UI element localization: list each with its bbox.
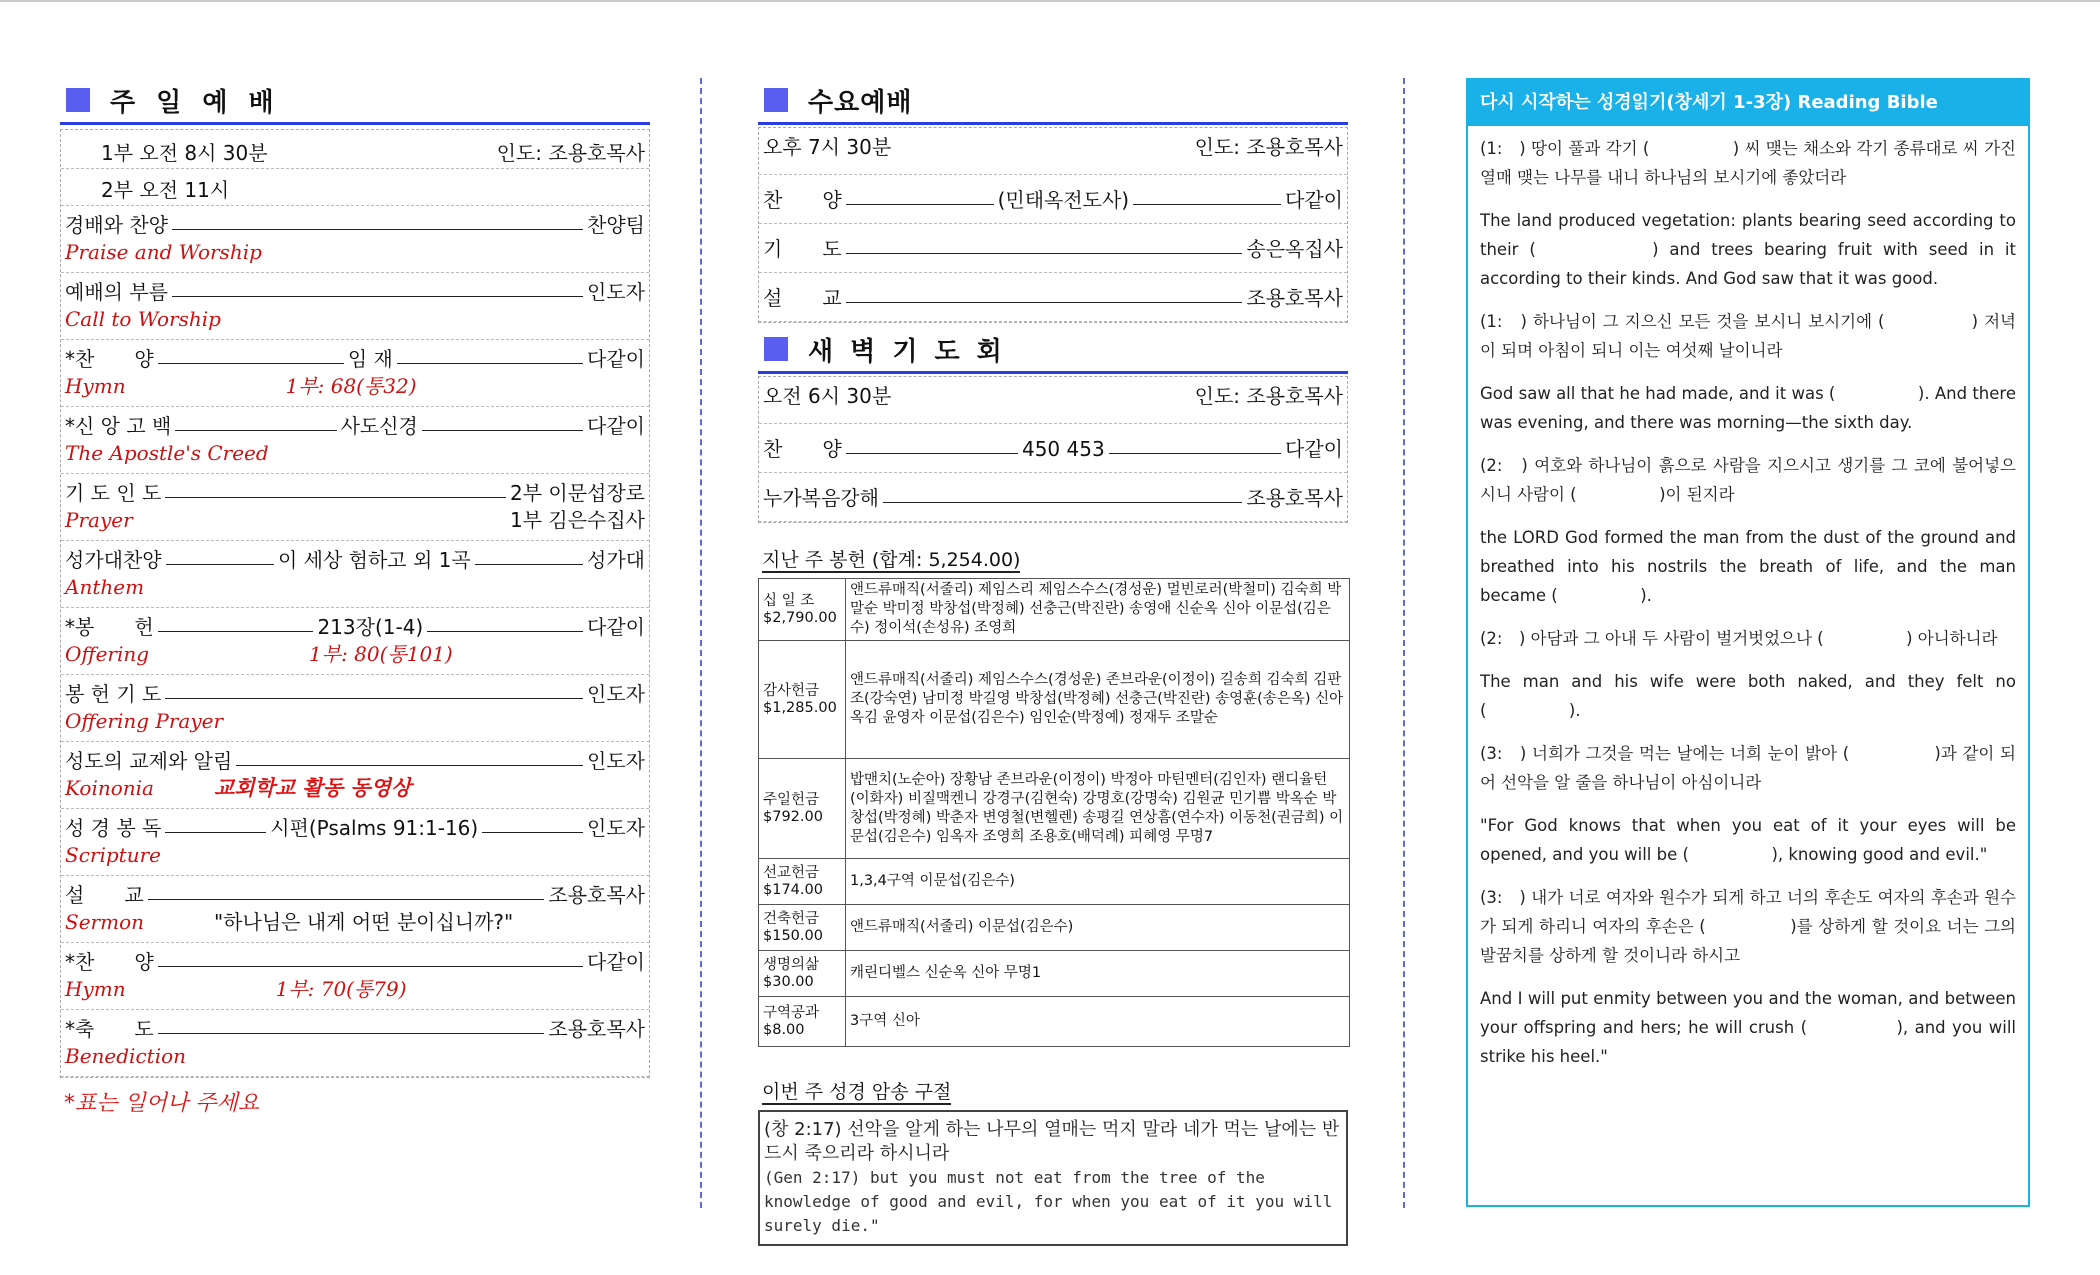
program-leader: 다같이 [1285,188,1344,212]
section-title: 주 일 예 배 [110,87,280,118]
worship-item-detail: 사도신경 [340,414,418,438]
wednesday-leader: 인도: 조용호목사 [1194,135,1343,159]
wednesday-order-list [759,175,1347,322]
worship-item-note: 1부: 80(통101) [309,642,453,666]
worship-item-english: Sermon [65,910,144,934]
worship-item-row [61,478,649,508]
offering-category-cell [759,951,846,997]
worship-item-note: 교회학교 활동 동영상 [213,775,412,800]
worship-item-english-row [61,1044,649,1068]
memory-verse-korean: (창 2:17) 선악을 알게 하는 나무의 열매는 먹지 말라 네가 먹는 날에는 반드시 죽으리라 하시니라 [764,1119,1340,1164]
offering-names: 1,3,4구역 이문섭(김은수) [846,859,1350,905]
memory-verse-title: 이번 주 성경 암송 구절 [762,1081,952,1103]
worship-item-label: *축 도 [65,1017,154,1041]
leader-line [397,363,583,364]
leader-line [172,296,583,297]
leader-line [475,564,583,565]
worship-item-label: 성가대찬양 [65,548,162,572]
worship-item-row [61,277,649,307]
offering-table [758,578,1350,1047]
offering-amount: $792.00 [763,808,823,825]
offering-category: 선교헌금 [763,864,820,881]
worship-item-english: The Apostle's Creed [65,441,269,465]
worship-item-row [61,545,649,575]
wednesday-time: 오후 7시 30분 [763,135,892,159]
worship-item-label: 봉 헌 기 도 [65,682,162,706]
worship-item-label: *신 앙 고 백 [65,414,172,438]
leader-line [236,765,583,766]
worship-item-row [61,880,649,910]
worship-item [61,407,649,474]
offering-amount: $150.00 [763,927,823,944]
offering-row [759,951,1350,997]
offering-amount: $2,790.00 [763,609,837,626]
offering-row [759,579,1350,641]
offering-names: 밥맨치(노순아) 장황남 존브라운(이정이) 박정아 마틴멘터(김인자) 랜디율턴(이화자) 비질맥켄니 강경구(김현숙) 강명호(강명숙) 김원균 민기쁨 박옥순 박창섭(박정혜) 박춘자 변영철(변헬렌) 송평길 연상흠(연수자) 이동천(권금희) 이문섭(김은수) 임옥자 조영희 조용호(배덕례) 피혜영 무명7 [846,759,1350,859]
memory-verse-box [758,1110,1348,1246]
worship-item-leader: 성가대 [587,548,646,572]
leader-line [422,430,583,431]
worship-item-english-row [61,709,649,733]
program-label: 찬 양 [763,188,842,212]
worship-item [61,742,649,809]
program-row [759,273,1347,322]
worship-item-english-row [61,776,649,800]
worship-item [61,943,649,1010]
worship-item-leader: 2부 이문섭장로 [509,481,645,505]
worship-item-english: Benediction [65,1044,187,1068]
offering-row [759,859,1350,905]
bible-paragraph: (1: ) 땅이 풀과 각기 ( ) 씨 맺는 채소와 각기 종류대로 씨 가진 열매 맺는 나무를 내니 하나님의 보시기에 좋았더라 [1480,139,2016,187]
worship-item-label: 성도의 교제와 알림 [65,749,233,773]
worship-item [61,1010,649,1077]
leader-line [1133,204,1281,205]
offering-category: 구역공과 [763,1004,820,1021]
memory-title-wrap [758,1077,1348,1104]
worship-item-row [61,612,649,642]
worship-item-row [61,210,649,240]
worship-item-detail: 213장(1-4) [317,615,424,639]
program-row [759,224,1347,273]
dawn-prayer-box [758,376,1348,523]
leader-line [158,631,314,632]
offering-amount: $174.00 [763,881,823,898]
worship-item-english-row [61,843,649,867]
worship-item-leader: 인도자 [587,749,645,773]
offering-category: 십 일 조 [763,592,815,609]
worship-item-leader: 다같이 [587,615,645,639]
leader-line [482,832,583,833]
worship-item-row [61,746,649,776]
worship-item-row [61,813,649,843]
offering-amount: $30.00 [763,973,814,990]
reading-bible-title: 다시 시작하는 성경읽기(창세기 1-3장) Reading Bible [1468,80,2028,126]
offering-row [759,905,1350,951]
worship-item-english-row [61,240,649,264]
leader-line [846,302,1243,303]
worship-item-label: 설 교 [65,883,144,907]
worship-item-english-row [61,441,649,465]
service-time-row [61,130,649,169]
reading-bible-box [1466,78,2030,1207]
worship-item [61,273,649,340]
section-title: 새 벽 기 도 회 [808,336,1006,367]
offering-row [759,641,1350,759]
worship-item-label: *찬 양 [65,950,154,974]
program-detail: 450 453 [1021,437,1105,461]
worship-item-leader: 찬양팀 [587,213,645,237]
offering-names: 3구역 신아 [846,997,1350,1047]
bible-paragraph: the LORD God formed the man from the dust of the ground and breathed into his nostrils the breath of life, and the man became ( ). [1480,528,2016,605]
worship-item [61,809,649,876]
offering-names: 앤드류매직(서줄리) 이문섭(김은수) [846,905,1350,951]
worship-item [61,541,649,608]
middle-column [758,78,1348,1246]
offering-title-wrap [758,545,1348,572]
column-divider [700,78,702,1208]
square-bullet-icon [764,88,788,112]
worship-item-english: Koinonia [65,776,154,800]
worship-item-leader: 인도자 [587,280,645,304]
program-label: 누가복음강해 [763,486,879,510]
dawn-prayer-header [758,327,1348,374]
leader-line [172,229,583,230]
bible-paragraph: (1: ) 하나님이 그 지으신 모든 것을 보시니 보시기에 ( ) 저녁이 되며 아침이 되니 이는 여섯째 날이니라 [1480,312,2016,360]
program-leader: 다같이 [1285,437,1344,461]
worship-item-leader: 인도자 [587,816,646,840]
offering-category: 감사헌금 [763,682,820,699]
worship-item-note: 1부 김은수집사 [509,508,645,532]
worship-item-leader: 조용호목사 [548,883,645,907]
worship-item-label: *찬 양 [65,347,154,371]
worship-item-row [61,947,649,977]
bible-paragraph: God saw all that he had made, and it was ( ). And there was evening, and there was morning—the sixth day. [1480,384,2016,432]
sunday-service-section [60,78,650,1125]
offering-amount: $8.00 [763,1021,805,1038]
worship-item-leader: 다같이 [587,347,646,371]
leader-line [165,698,583,699]
program-label: 기 도 [763,237,842,261]
bible-paragraph: (2: ) 아담과 그 아내 두 사람이 벌거벗었으나 ( ) 아니하니라 [1480,629,1998,648]
worship-item-note: 1부: 70(통79) [275,977,407,1001]
worship-item [61,675,649,742]
column-divider [1403,78,1405,1208]
program-row [759,175,1347,224]
leader-line [158,1033,545,1034]
program-leader: 조용호목사 [1246,486,1343,510]
worship-item-detail: 이 세상 험하고 외 1곡 [277,548,471,572]
worship-item-row [61,344,649,374]
worship-item-english-row [61,910,649,934]
dawn-leader: 인도: 조용호목사 [1194,384,1343,408]
program-detail: (민태옥전도사) [997,188,1130,212]
standing-footnote: *표는 일어나 주세요 [64,1091,260,1116]
worship-item-row [61,411,649,441]
offering-category: 생명의삶 [763,956,820,973]
worship-item-english-row [61,374,649,398]
program-leader: 송은옥집사 [1246,237,1343,261]
offering-category: 건축헌금 [763,910,820,927]
program-label: 설 교 [763,286,842,310]
memory-verse-english: (Gen 2:17) but you must not eat from the tree of the knowledge of good and evil, for when you eat of it you will surely die." [764,1168,1333,1235]
worship-item [61,474,649,541]
service-1-time: 1부 오전 8시 30분 [101,141,268,165]
offering-category-cell [759,759,846,859]
dawn-order-list [759,424,1347,522]
wednesday-header [758,78,1348,125]
square-bullet-icon [764,337,788,361]
section-title: 수요예배 [808,87,913,118]
worship-item-leader: 다같이 [587,414,646,438]
worship-item-detail: 임 재 [347,347,393,371]
leader-line [846,453,1018,454]
dawn-time: 오전 6시 30분 [763,384,892,408]
leader-line [165,832,266,833]
bible-paragraph: (2: ) 여호와 하나님이 흙으로 사람을 지으시고 생기를 그 코에 불어넣으시니 사람이 ( )이 된지라 [1480,456,2016,504]
worship-item-english: Offering [65,642,150,666]
worship-item-label: 경배와 찬양 [65,213,168,237]
worship-item [61,876,649,943]
worship-item-label: *봉 헌 [65,615,154,639]
worship-item-english: Prayer [65,508,133,532]
bible-paragraph: The land produced vegetation: plants bearing seed according to their ( ) and trees bearing fruit with seed in it according to their kinds. And God saw that it was good. [1480,211,2016,288]
offering-names: 앤드류매직(서줄리) 제임스수스(경성운) 존브라운(이정이) 길송희 김숙희 김판조(강숙연) 남미정 박길영 박창섭(박정혜) 선충근(박진란) 송영훈(송은옥) 신아 옥김 윤영자 이문섭(김은수) 임인순(박정예) 정재두 조말순 [846,641,1350,759]
worship-item-english-row [61,575,649,599]
worship-item-english: Hymn [65,977,126,1001]
bible-paragraph: And I will put enmity between you and the woman, and between your offspring and hers; he will crush ( ), and you will strike his heel." [1480,989,2016,1066]
offering-category-cell [759,579,846,641]
worship-item-english-row [61,977,649,1001]
leader-line [846,204,994,205]
offering-names: 앤드류매직(서줄리) 제임스리 제임스수스(경성운) 멀빈로러(박철미) 김숙희 박말순 박미정 박창섭(박정혜) 선충근(박진란) 송영애 신순옥 신아 이문섭(김은수) 정이석(손성유) 조영희 [846,579,1350,641]
worship-item [61,206,649,273]
worship-item-english: Hymn [65,374,126,398]
worship-item-label: 성 경 봉 독 [65,816,162,840]
square-bullet-icon [66,88,90,112]
program-row [759,424,1347,473]
worship-item-english-row [61,307,649,331]
bible-paragraph: The man and his wife were both naked, and they felt no ( ). [1480,672,2016,720]
worship-item [61,340,649,407]
worship-item-english: Offering Prayer [65,709,224,733]
worship-item-row [61,679,649,709]
reading-bible-text [1468,126,2028,1093]
leader-line [846,253,1243,254]
leader-line [166,564,274,565]
leader-line [175,430,336,431]
worship-item-english-row [61,508,649,532]
worship-item-note: 1부: 68(통32) [285,374,417,398]
bible-paragraph: (3: ) 너희가 그것을 먹는 날에는 너희 눈이 밝아 ( )과 같이 되어 선악을 알 줄을 하나님이 아심이니라 [1480,744,2016,792]
leader-line [883,502,1242,503]
program-label: 찬 양 [763,437,842,461]
offering-names: 캐린디벨스 신순옥 신아 무명1 [846,951,1350,997]
worship-item-label: 기 도 인 도 [65,481,162,505]
offering-category-cell [759,641,846,759]
worship-item [61,608,649,675]
offering-category-cell [759,997,846,1047]
top-border [0,0,2100,2]
wednesday-box [758,127,1348,323]
offering-category: 주일헌금 [763,791,820,808]
offering-category-cell [759,859,846,905]
worship-item-english-row [61,642,649,666]
worship-item-row [61,1014,649,1044]
order-of-worship-list [61,206,649,1077]
worship-item-leader: 인도자 [587,682,645,706]
bible-paragraph: (3: ) 내가 너로 여자와 원수가 되게 하고 너의 후손도 여자의 후손과 원수가 되게 하리니 여자의 후손은 ( )를 상하게 할 것이요 너는 그의 발꿈치를 상하게 할 것이니라 하시고 [1480,888,2016,965]
worship-item-english: Call to Worship [65,307,221,331]
worship-item-leader: 다같이 [587,950,645,974]
leader-line [158,966,583,967]
worship-item-english: Praise and Worship [65,240,262,264]
offering-row [759,997,1350,1047]
program-leader: 조용호목사 [1246,286,1343,310]
worship-item-note: "하나님은 내게 어떤 분이십니까?" [213,910,514,934]
dawn-time-row [759,377,1347,424]
sunday-order-box [60,129,650,1078]
worship-item-detail: 시편(Psalms 91:1-16) [270,816,479,840]
offering-amount: $1,285.00 [763,699,837,716]
service-time-row [61,169,649,206]
leader-line [1109,453,1281,454]
leader-line [165,497,506,498]
bible-paragraph: "For God knows that when you eat of it your eyes will be opened, and you will be ( ), knowing good and evil." [1480,816,2016,864]
service-leader: 인도: 조용호목사 [496,141,645,165]
worship-item-english: Anthem [65,575,145,599]
program-row [759,473,1347,522]
offering-title: 지난 주 봉헌 (합계: 5,254.00) [762,549,1021,571]
leader-line [158,363,344,364]
sunday-service-header [60,78,650,125]
worship-item-label: 예배의 부름 [65,280,168,304]
worship-item-english: Scripture [65,843,161,867]
leader-line [148,899,545,900]
worship-item-leader: 조용호목사 [548,1017,645,1041]
offering-category-cell [759,905,846,951]
reading-bible-section [1466,78,2026,1207]
wednesday-time-row [759,128,1347,175]
leader-line [427,631,583,632]
offering-row [759,759,1350,859]
service-2-time: 2부 오전 11시 [101,178,230,202]
